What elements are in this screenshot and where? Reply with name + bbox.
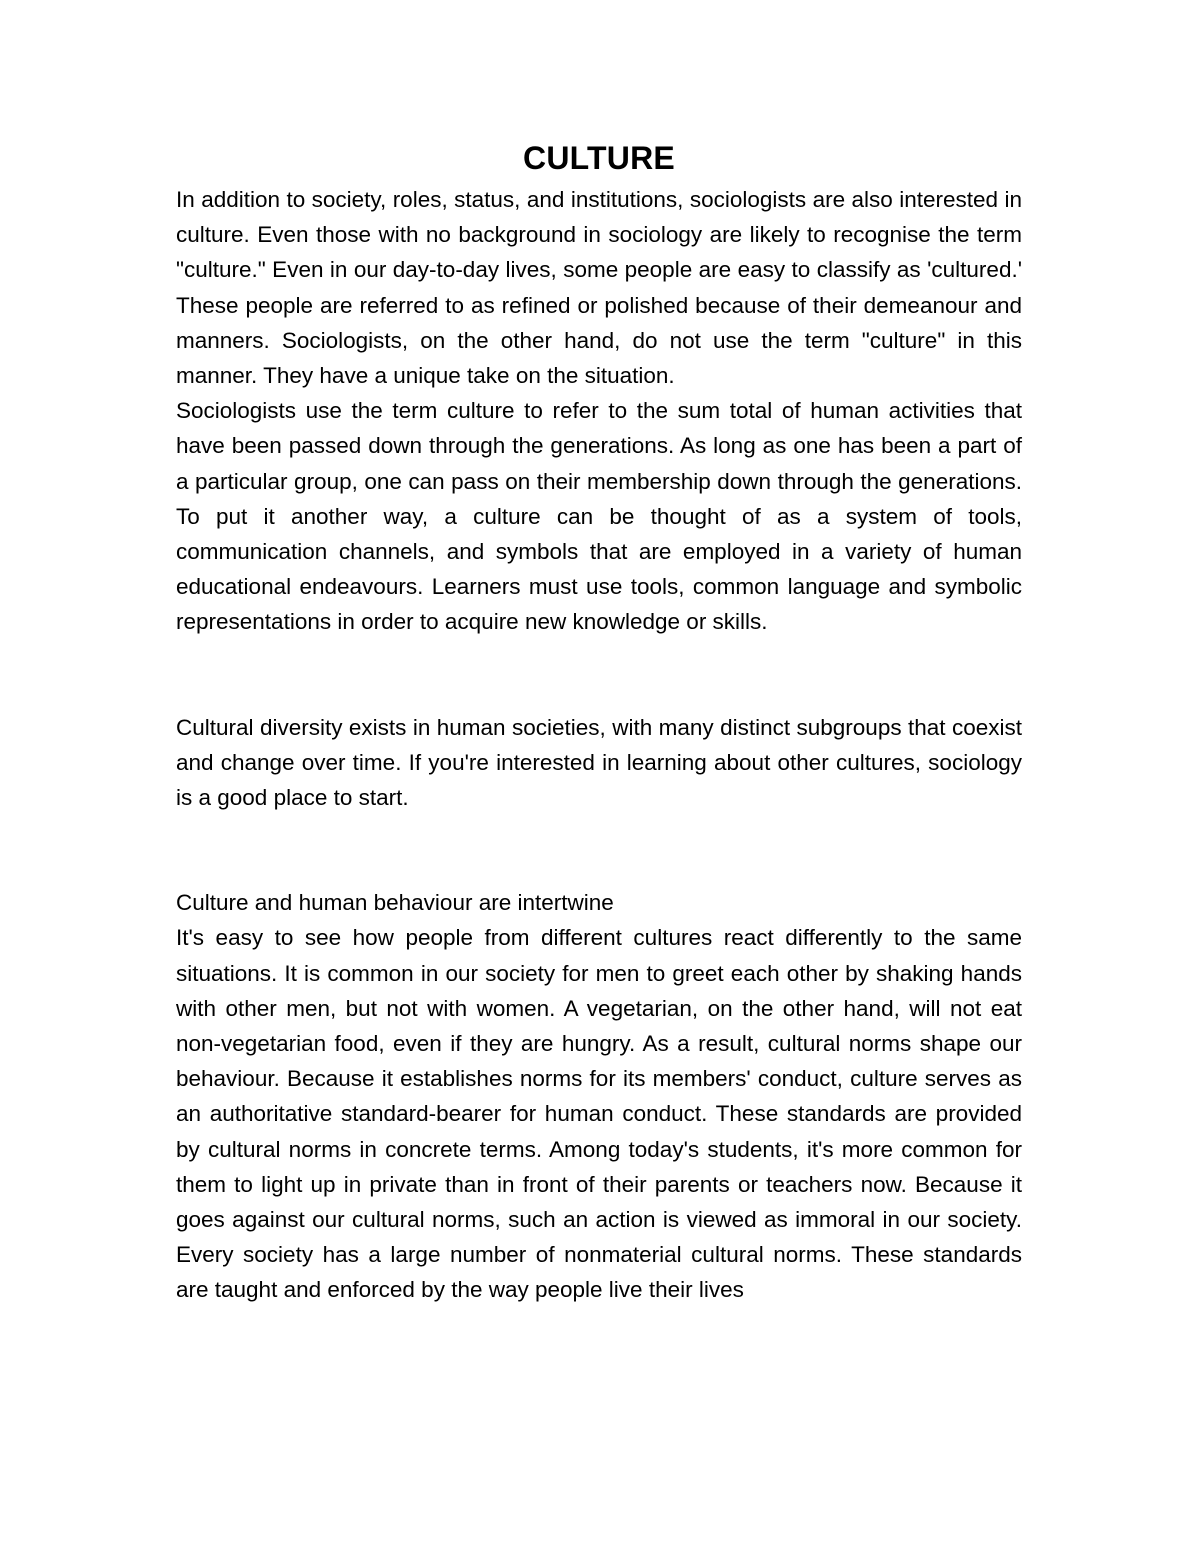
spacer: [176, 640, 1022, 710]
section-heading: Culture and human behaviour are intertwine: [176, 890, 614, 916]
paragraph-diversity: Cultural diversity exists in human societies, with many distinct subgroups that coexist and change over time. If you're interested in learning about other cultures, sociology is a good place to start.: [176, 714, 1022, 811]
spacer: [176, 815, 1022, 885]
paragraph-behaviour: It's easy to see how people from different cultures react differently to the same situations. It is common in our society for men to greet each other by shaking hands with other men, but not with women. A vegetarian, on the other hand, will not eat non-vegetarian food, even if they are hungry. As a result, cultural norms shape our behaviour. Because it establishes norms for its members' conduct, culture serves as an authoritative standard-bearer for human conduct. These standards are provided by cultural norms in concrete terms. Among today's students, it's more common for them to light up in private than in front of their parents or teachers now. Because it goes against our cultural norms, such an action is viewed as immoral in our society. Every society has a large number of nonmaterial cultural norms. These standards are taught and enforced by the way people live their lives: [176, 925, 1022, 1303]
page-title: CULTURE: [523, 140, 675, 176]
document-body: [176, 136, 1022, 1308]
paragraph-definition: Sociologists use the term culture to refer to the sum total of human activities that have been passed down through the generations. As long as one has been a part of a particular group, one can pass on their membership down through the generations. To put it another way, a culture can be thought of as a system of tools, communication channels, and symbols that are employed in a variety of human educational endeavours. Learners must use tools, common language and symbolic representations in order to acquire new knowledge or skills.: [176, 398, 1022, 635]
paragraph-intro: In addition to society, roles, status, and institutions, sociologists are also interested in culture. Even those with no background in sociology are likely to recognise the term "culture." Even in our day-to-day lives, some people are easy to classify as 'cultured.' These people are referred to as refined or polished because of their demeanour and manners. Sociologists, on the other hand, do not use the term "culture" in this manner. They have a unique take on the situation.: [176, 187, 1022, 389]
